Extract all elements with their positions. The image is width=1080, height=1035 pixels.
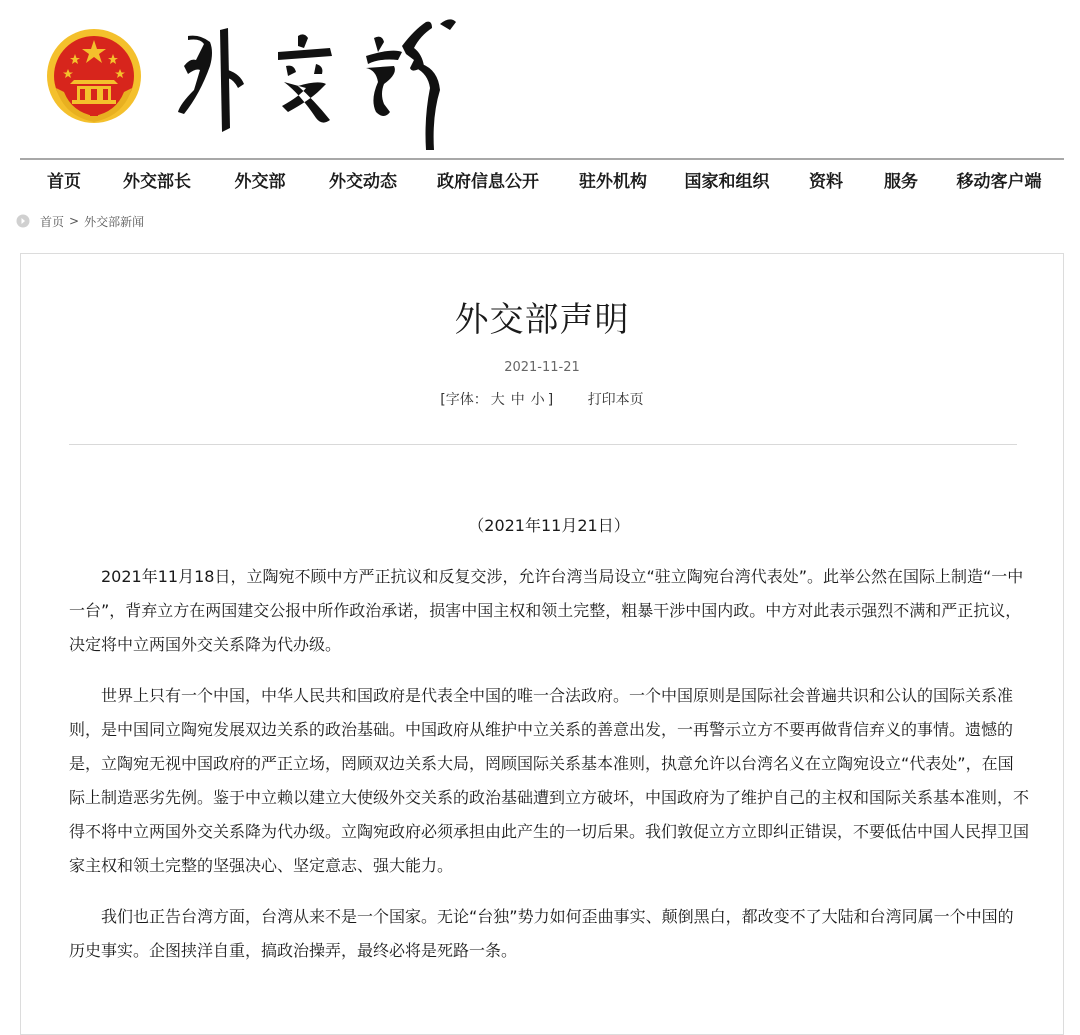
nav-item-services[interactable]: 服务	[884, 172, 918, 192]
national-emblem-logo[interactable]	[44, 26, 144, 126]
article-paragraph: 2021年11月18日，立陶宛不顾中方严正抗议和反复交涉，允许台湾当局设立“驻立陶宛台湾代表处”。此举公然在国际上制造“一中一台”，背弃立方在两国建交公报中所作政治承诺，损害中国主权和领土完整，粗暴干涉中国内政。中方对此表示强烈不满和严正抗议，决定将中立两国外交关系降为代办级。	[69, 567, 1024, 654]
nav-item-mobile-client[interactable]: 移动客户端	[956, 172, 1042, 192]
article-title: 外交部声明	[454, 300, 630, 340]
print-page-button[interactable]: 打印本页	[587, 392, 644, 408]
main-nav	[20, 160, 1064, 204]
nav-item-diplomatic-news[interactable]: 外交动态	[329, 172, 397, 192]
breadcrumb-current[interactable]: 外交部新闻	[84, 214, 145, 229]
font-size-large-button[interactable]: 大	[490, 392, 505, 408]
article-date: 2021-11-21	[504, 360, 580, 375]
breadcrumb-home[interactable]: 首页	[40, 214, 65, 229]
site-header	[0, 0, 1080, 158]
article-paragraph: 我们也正告台湾方面，台湾从来不是一个国家。无论“台独”势力如何歪曲事实、颠倒黑白，都改变不了大陆和台湾同属一个中国的历史事实。企图挟洋自重，搞政治操弄，最终必将是死路一条。	[69, 907, 1014, 960]
nav-item-government-info[interactable]: 政府信息公开	[437, 172, 539, 192]
nav-item-resources[interactable]: 资料	[809, 172, 843, 192]
nav-item-overseas-missions[interactable]: 驻外机构	[579, 172, 647, 192]
nav-item-countries-organizations[interactable]: 国家和组织	[684, 172, 770, 192]
article-dateline: （2021年11月21日）	[468, 516, 630, 535]
article-tools	[21, 389, 1063, 409]
font-size-label: [字体：	[440, 392, 488, 408]
article-body	[69, 509, 1029, 985]
breadcrumb	[16, 211, 144, 231]
nav-item-foreign-minister[interactable]: 外交部长	[123, 172, 191, 192]
font-size-small-button[interactable]: 小	[530, 392, 545, 408]
breadcrumb-separator: >	[69, 214, 80, 228]
arrow-circle-icon	[16, 214, 30, 228]
nav-item-ministry[interactable]: 外交部	[234, 172, 286, 192]
article-panel	[20, 253, 1064, 1035]
article-paragraph: 世界上只有一个中国，中华人民共和国政府是代表全中国的唯一合法政府。一个中国原则是国际社会普遍共识和公认的国际关系准则，是中国同立陶宛发展双边关系的政治基础。中国政府从维护中立关系的善意出发，一再警示立方不要再做背信弃义的事情。遗憾的是，立陶宛无视中国政府的严正立场，罔顾双边关系大局，罔顾国际关系基本准则，执意允许以台湾名义在立陶宛设立“代表处”，在国际上制造恶劣先例。鉴于中立赖以建立大使级外交关系的政治基础遭到立方破坏，中国政府为了维护自己的主权和国际关系基本准则，不得不将中立两国外交关系降为代办级。立陶宛政府必须承担由此产生的一切后果。我们敦促立方立即纠正错误，不要低估中国人民捍卫国家主权和领土完整的坚强决心、坚定意志、强大能力。	[69, 686, 1030, 875]
font-size-close: ]	[547, 392, 554, 408]
ministry-calligraphy-logo[interactable]	[170, 8, 470, 153]
article-divider	[69, 444, 1017, 445]
nav-item-home[interactable]: 首页	[47, 172, 81, 192]
font-size-medium-button[interactable]: 中	[510, 392, 525, 408]
